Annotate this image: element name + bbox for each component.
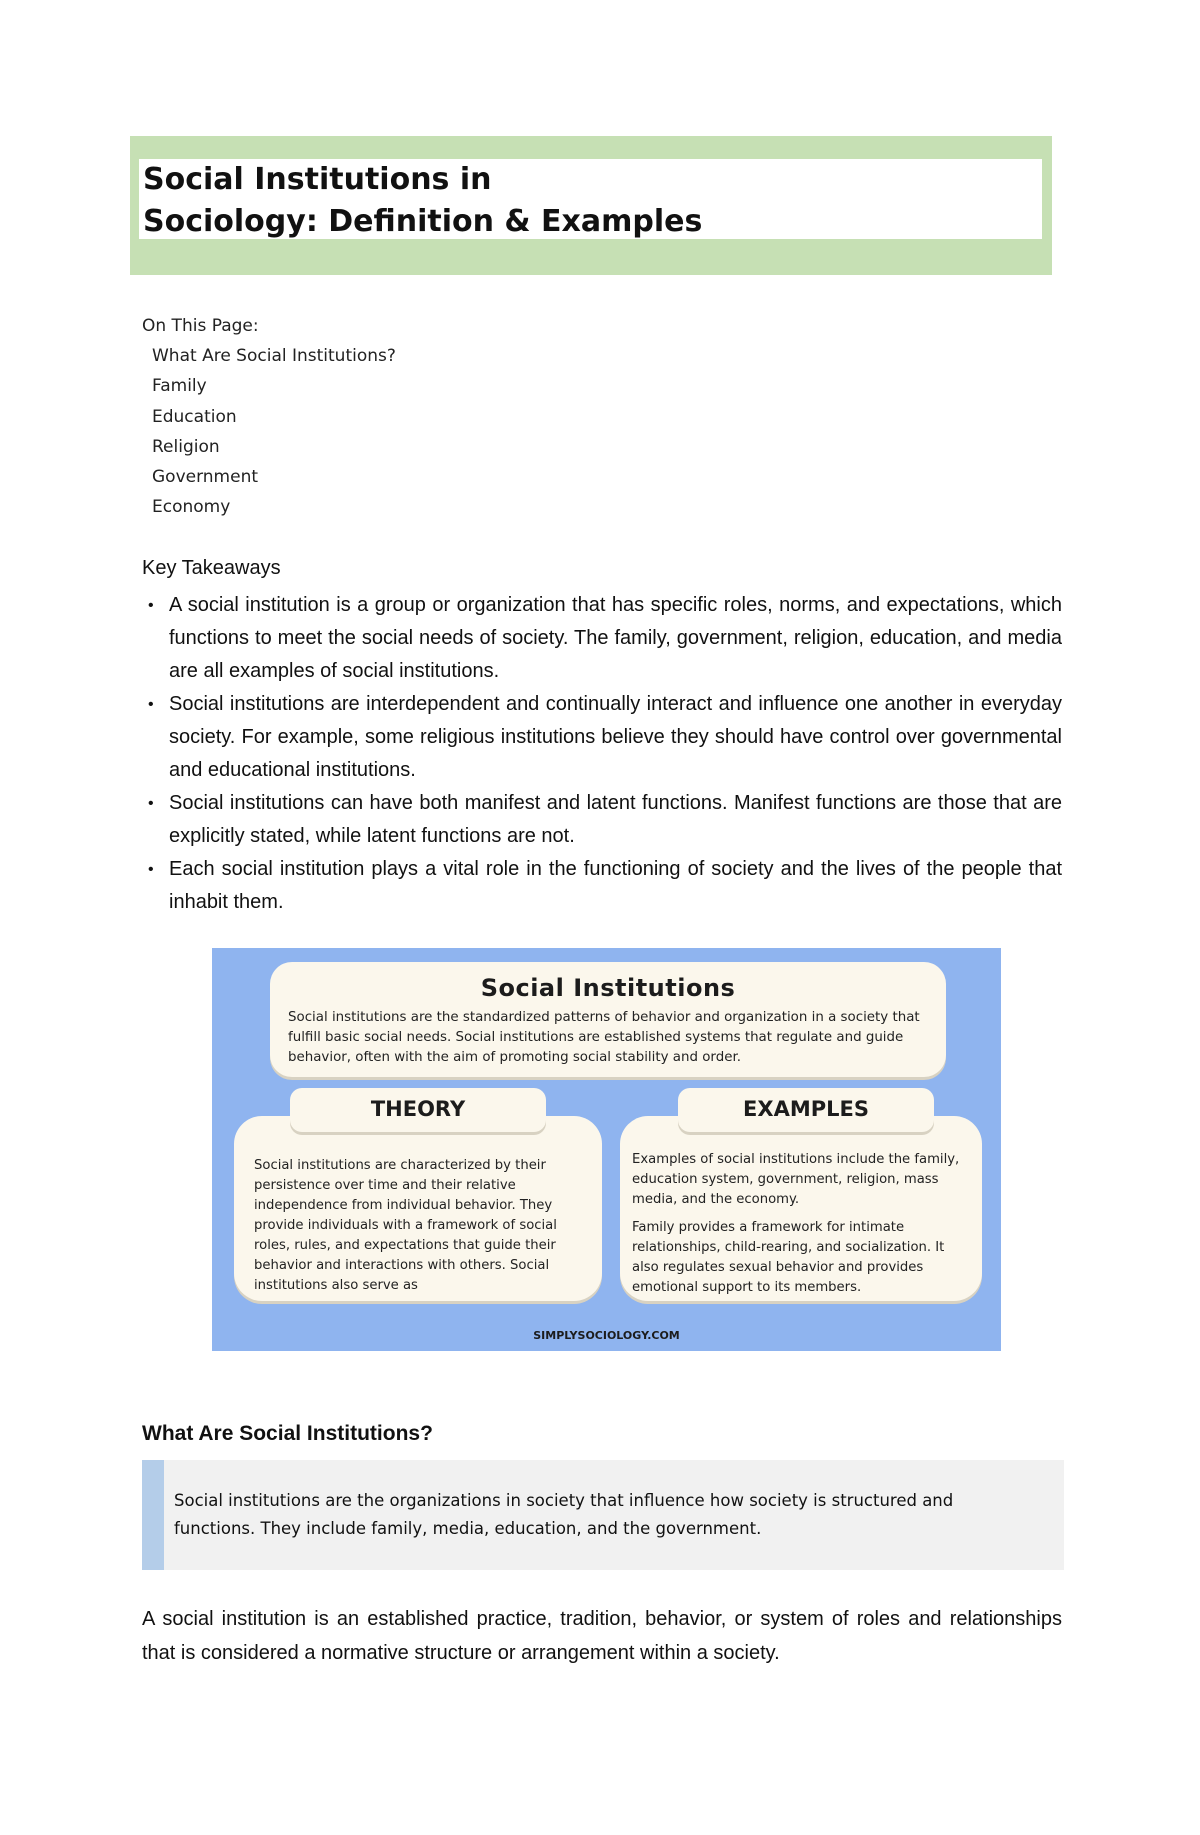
examples-text-1: Examples of social institutions include the family, education system, government, religion, mass media, and the economy. [632, 1152, 960, 1207]
callout-text: Social institutions are the organizations in society that influence how society is structured and functions. They include family, media, education, and the government. [174, 1491, 954, 1538]
infographic-title: Social Institutions [480, 974, 736, 1002]
toc-item-what-are-social-institutions[interactable]: What Are Social Institutions? [152, 346, 396, 366]
bullet-icon: • [148, 696, 154, 713]
bullet-icon: • [148, 597, 154, 614]
section-heading: What Are Social Institutions? [142, 1422, 433, 1445]
toc-item-economy[interactable]: Economy [152, 497, 231, 518]
page-title-line-2: Sociology: Definition & Examples [143, 204, 703, 239]
toc-item-family[interactable]: Family [152, 376, 207, 397]
callout-accent-bar [142, 1460, 164, 1570]
body-paragraph: A social institution is an established practice, tradition, behavior, or system of roles and relationships that is considered a normative structure or arrangement within a society. [142, 1608, 1062, 1664]
key-takeaways-list [142, 589, 1062, 919]
takeaway-text: Social institutions can have both manifest and latent functions. Manifest functions are those that are explicitly stated, while latent functions are not. [169, 792, 1062, 847]
takeaway-item [142, 688, 1062, 787]
toc-item-education[interactable]: Education [152, 406, 237, 427]
infographic-footer: SIMPLYSOCIOLOGY.COM [533, 1329, 680, 1342]
takeaway-text: A social institution is a group or organization that has specific roles, norms, and expectations, which functions to meet the social needs of society. The family, government, religion, education, and media are all examples of social institutions. [169, 594, 1062, 682]
social-institutions-infographic [212, 948, 1001, 1351]
key-takeaways-heading: Key Takeaways [142, 557, 281, 579]
definition-callout [142, 1460, 1064, 1570]
page-title-line-1: Social Institutions in [143, 162, 492, 197]
page-title [139, 159, 1042, 243]
takeaway-text: Social institutions are interdependent and continually interact and influence one another in everyday society. For example, some religious institutions believe they should have control over governmental and educational institutions. [169, 693, 1062, 781]
infographic-description: Social institutions are the standardized patterns of behavior and organization in a society that fulfill basic social needs. Social institutions are established systems that regulate and guide behavior, often with the aim of promoting social stability and order. [288, 1010, 920, 1065]
infographic-summary-card [270, 962, 946, 1077]
takeaway-item [142, 589, 1062, 688]
takeaway-text: Each social institution plays a vital role in the functioning of society and the lives of the people that inhabit them. [169, 858, 1062, 913]
toc-item-government[interactable]: Government [152, 467, 259, 488]
theory-text: Social institutions are characterized by their persistence over time and their relative independence from individual behavior. They provide individuals with a framework of social roles, rules, and expectations that guide their behavior and interactions with others. Social institutions also serve as [254, 1158, 557, 1293]
takeaway-item [142, 787, 1062, 853]
examples-label: EXAMPLES [678, 1088, 934, 1132]
key-takeaways [142, 551, 1062, 919]
theory-card [234, 1116, 602, 1301]
examples-card [620, 1116, 982, 1301]
bullet-icon: • [148, 795, 154, 812]
takeaway-item [142, 853, 1062, 919]
toc-item-religion[interactable]: Religion [152, 436, 220, 457]
table-of-contents [142, 311, 396, 523]
theory-label: THEORY [290, 1088, 546, 1132]
toc-heading: On This Page: [142, 316, 259, 336]
examples-text-2: Family provides a framework for intimate relationships, child-rearing, and socialization. It also regulates sexual behavior and provides emotional support to its members. [632, 1220, 945, 1295]
bullet-icon: • [148, 861, 154, 878]
title-box [139, 159, 1042, 239]
toc-list [142, 341, 396, 523]
